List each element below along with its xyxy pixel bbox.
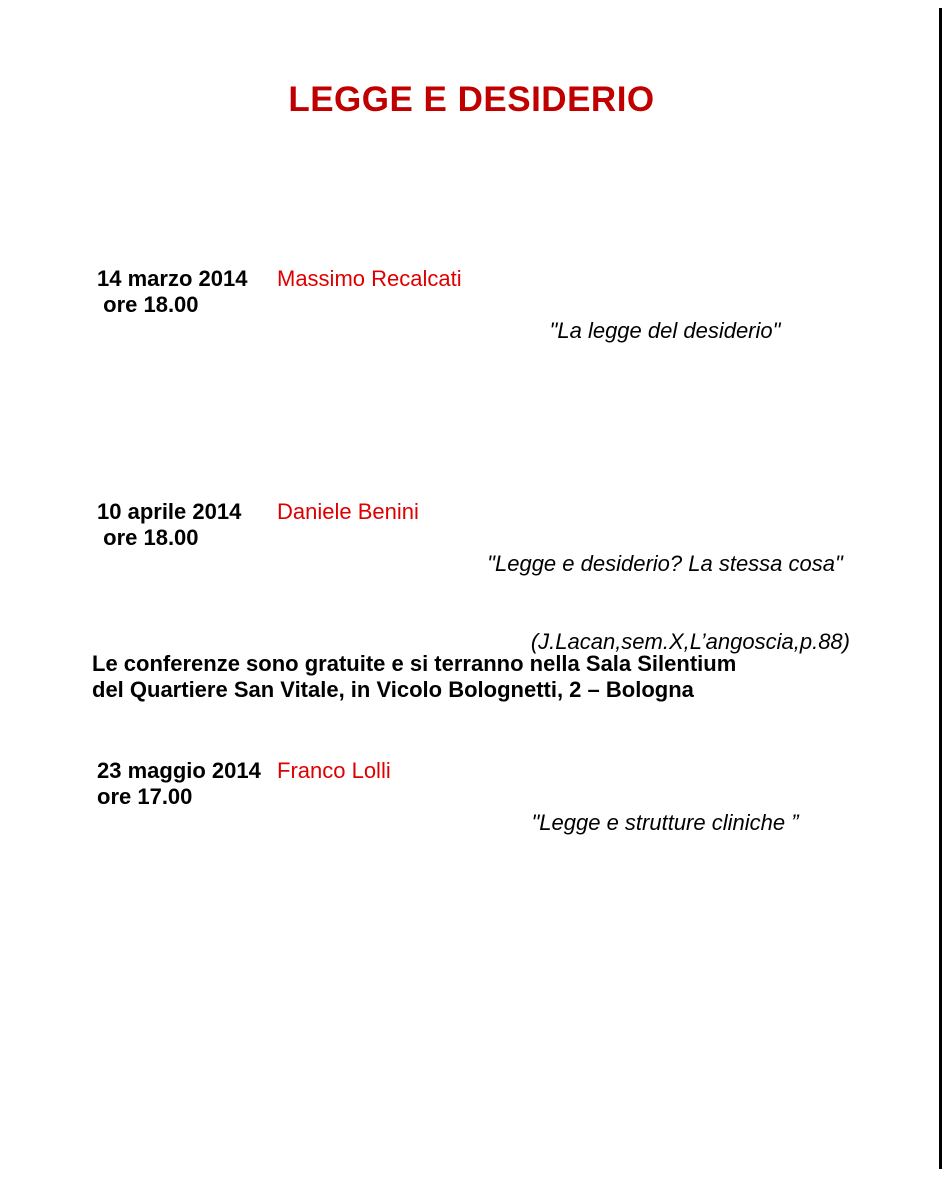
schedule-row bbox=[0, 758, 943, 940]
event-talk bbox=[450, 758, 880, 940]
event-time: ore 18.00 bbox=[97, 525, 199, 550]
footer-note bbox=[92, 651, 736, 703]
event-time: ore 18.00 bbox=[97, 292, 199, 317]
event-date: 14 marzo 2014 bbox=[97, 266, 248, 291]
event-datetime bbox=[97, 499, 277, 551]
event-date: 10 aprile 2014 bbox=[97, 499, 242, 524]
event-datetime bbox=[97, 266, 277, 318]
event-talk-title: "La legge del desiderio" bbox=[549, 318, 781, 343]
page-title: LEGGE E DESIDERIO bbox=[288, 80, 655, 119]
event-talk bbox=[450, 266, 880, 448]
event-speaker: Franco Lolli bbox=[277, 758, 391, 783]
schedule-row bbox=[0, 266, 943, 448]
event-date: 23 maggio 2014 bbox=[97, 758, 261, 783]
footer-line-1: Le conferenze sono gratuite e si terranno nella Sala Silentium bbox=[92, 651, 737, 676]
conference-schedule bbox=[0, 266, 943, 991]
event-speaker: Daniele Benini bbox=[277, 499, 419, 524]
event-talk-title: "Legge e desiderio? La stessa cosa" bbox=[487, 551, 843, 576]
footer-line-2: del Quartiere San Vitale, in Vicolo Bolognetti, 2 – Bologna bbox=[92, 677, 694, 702]
event-talk-title: "Legge e strutture cliniche ” bbox=[531, 810, 799, 835]
event-talk-reference: (J.Lacan,sem.X,L’angoscia,p.88) bbox=[530, 629, 850, 654]
event-time: ore 17.00 bbox=[97, 784, 193, 809]
event-speaker: Massimo Recalcati bbox=[277, 266, 462, 291]
event-datetime bbox=[97, 758, 277, 810]
